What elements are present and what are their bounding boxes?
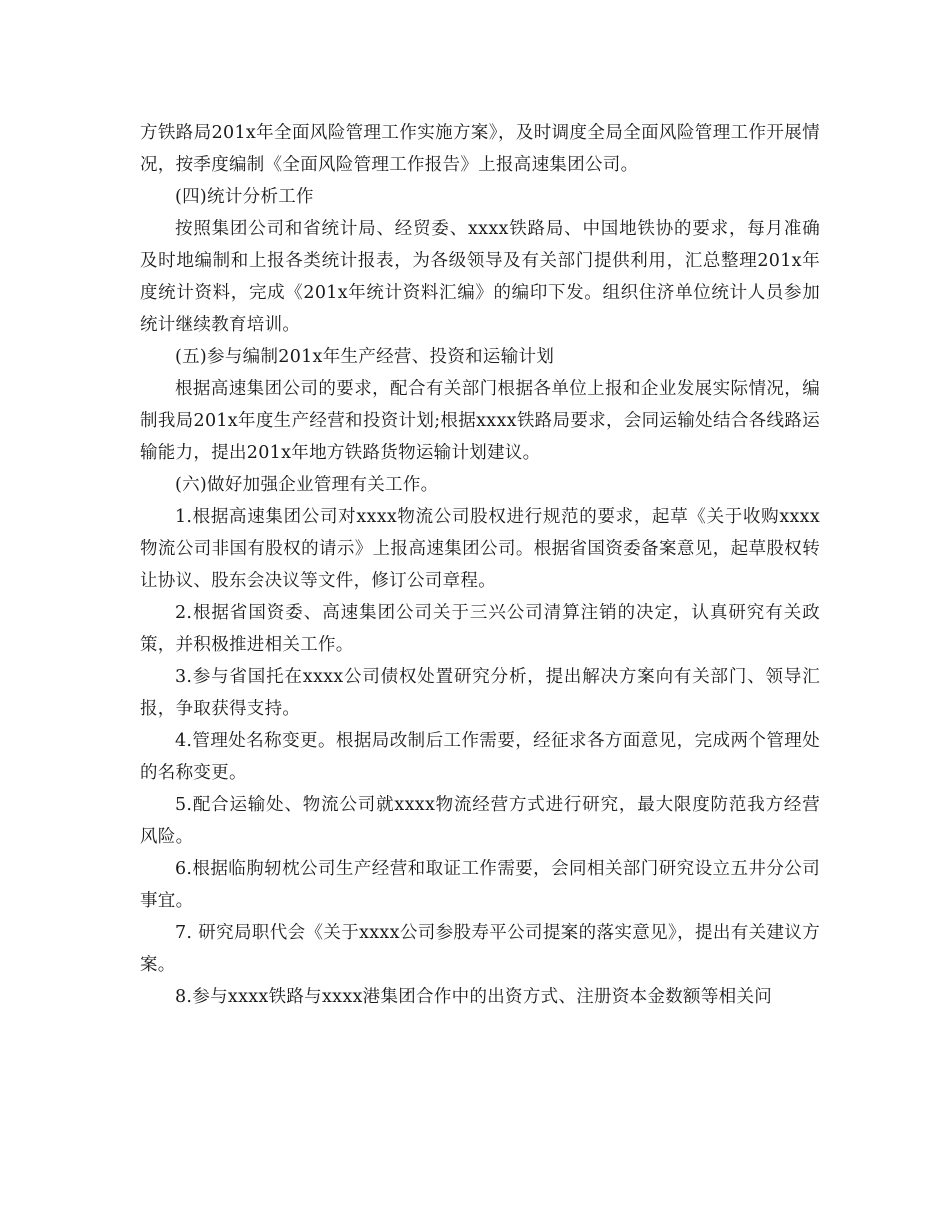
- section-heading-planning: (五)参与编制201x年生产经营、投资和运输计划: [175, 347, 555, 367]
- list-item-2: 2.根据省国资委、高速集团公司关于三兴公司清算注销的决定，认真研究有关政策，并积极推进相关工作。: [140, 603, 820, 655]
- paragraph-statistics: 按照集团公司和省统计局、经贸委、xxxx铁路局、中国地铁协的要求，每月准确及时地编制和上报各类统计报表，为各级领导及有关部门提供利用，汇总整理201x年度统计资料，完成《201x年统计资料汇编》的编印下发。组织住济单位统计人员参加统计继续教育培训。: [140, 219, 820, 335]
- list-item-8: 8.参与xxxx铁路与xxxx港集团合作中的出资方式、注册资本金数额等相关问: [175, 987, 773, 1007]
- list-item-4: 4.管理处名称变更。根据局改制后工作需要，经征求各方面意见，完成两个管理处的名称变更。: [140, 731, 820, 783]
- list-item-6: 6.根据临朐轫枕公司生产经营和取证工作需要，会同相关部门研究设立五井分公司事宜。: [140, 859, 820, 911]
- section-heading-management: (六)做好加强企业管理有关工作。: [175, 475, 439, 495]
- paragraph-continuation: 方铁路局201x年全面风险管理工作实施方案》，及时调度全局全面风险管理工作开展情况，按季度编制《全面风险管理工作报告》上报高速集团公司。: [140, 123, 820, 175]
- list-item-7: 7. 研究局职代会《关于xxxx公司参股寿平公司提案的落实意见》，提出有关建议方案。: [140, 923, 820, 975]
- list-item-5: 5.配合运输处、物流公司就xxxx物流经营方式进行研究，最大限度防范我方经营风险。: [140, 795, 820, 847]
- list-item-1: 1.根据高速集团公司对xxxx物流公司股权进行规范的要求，起草《关于收购xxxx物流公司非国有股权的请示》上报高速集团公司。根据省国资委备案意见，起草股权转让协议、股东会决议等文件，修订公司章程。: [140, 507, 820, 591]
- document-body: [140, 117, 820, 1013]
- paragraph-planning: 根据高速集团公司的要求，配合有关部门根据各单位上报和企业发展实际情况，编制我局201x年度生产经营和投资计划;根据xxxx铁路局要求，会同运输处结合各线路运输能力，提出201x年地方铁路货物运输计划建议。: [140, 379, 820, 463]
- section-heading-statistics: (四)统计分析工作: [175, 187, 314, 207]
- list-item-3: 3.参与省国托在xxxx公司债权处置研究分析，提出解决方案向有关部门、领导汇报，争取获得支持。: [140, 667, 820, 719]
